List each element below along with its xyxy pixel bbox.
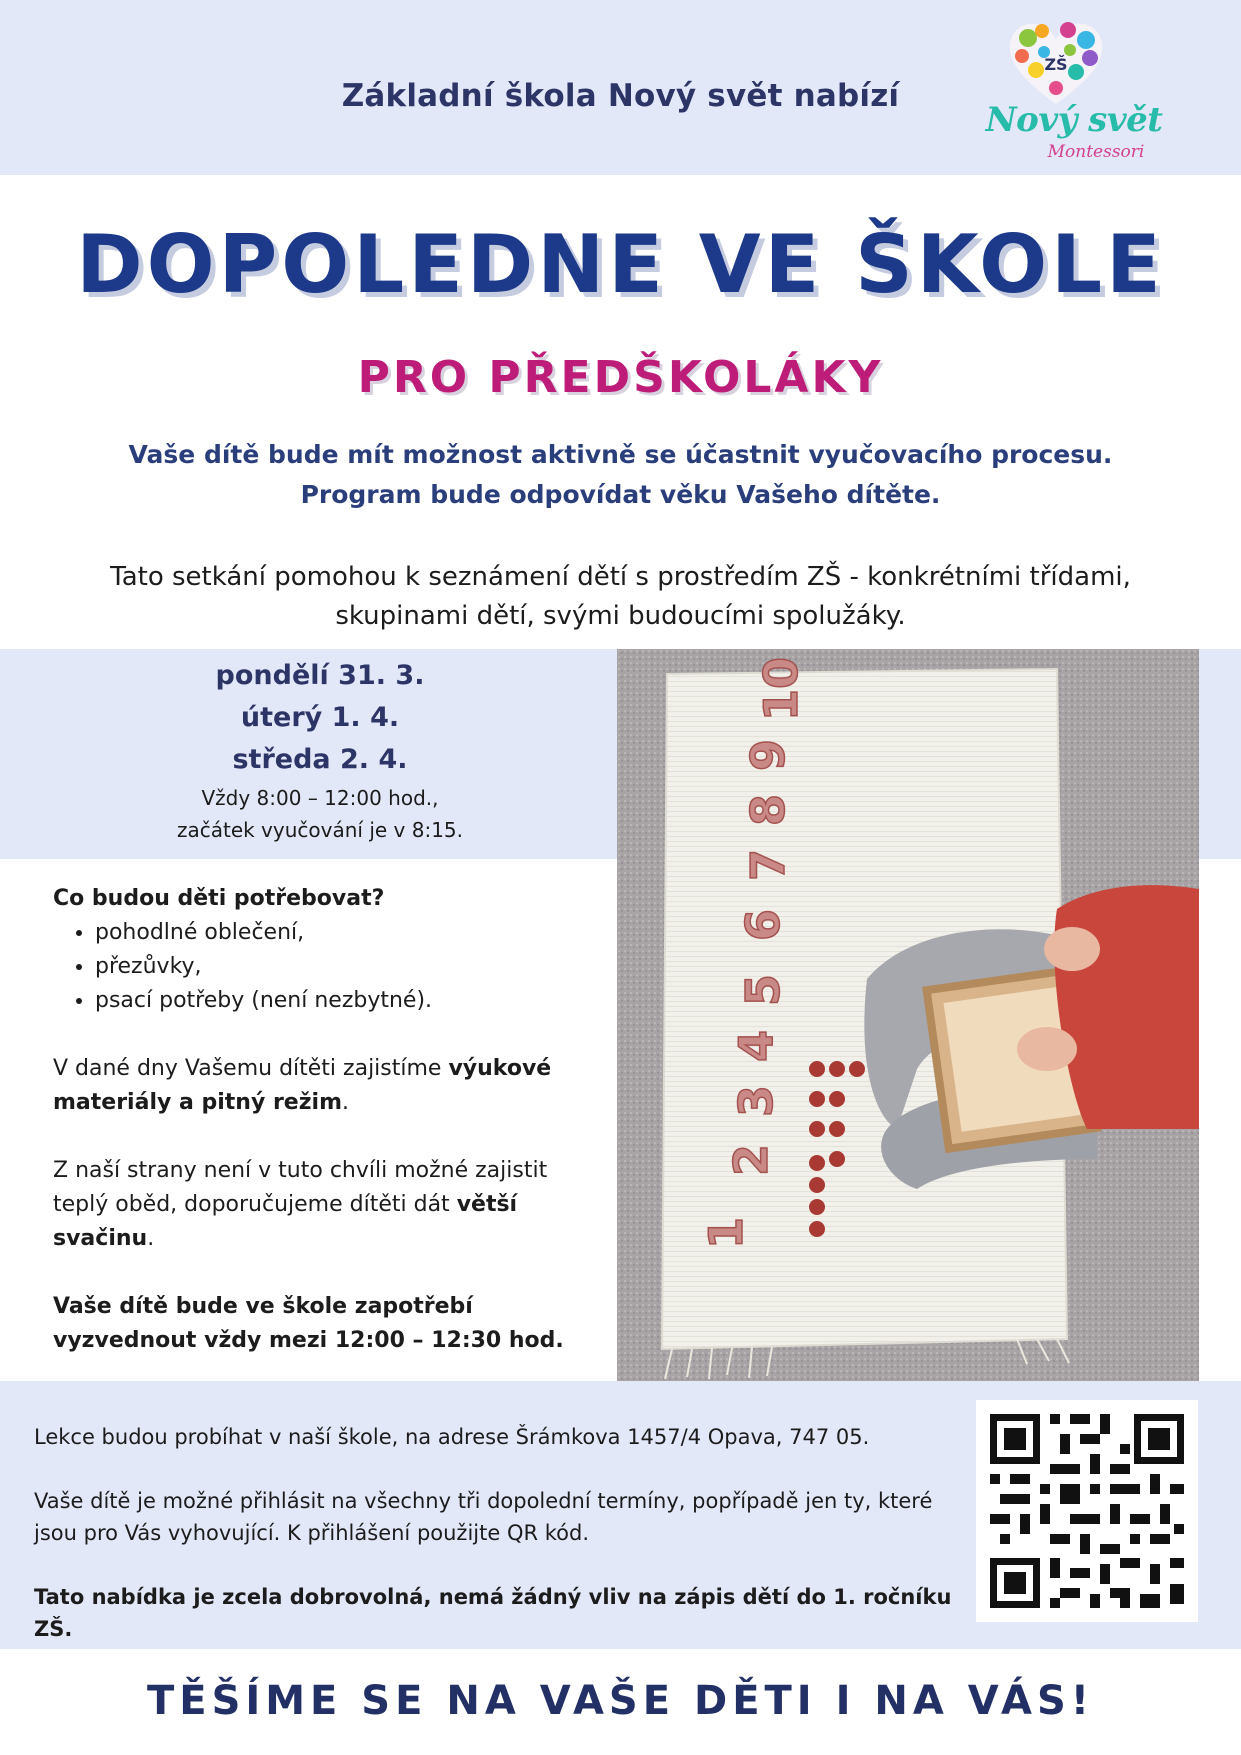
address-text: Lekce budou probíhat v naší škole, na adrese Šrámkova 1457/4 Opava, 747 05. <box>34 1425 870 1449</box>
signup-text: Vaše dítě je možné přihlásit na všechny tři dopolední termíny, popřípadě jen ty, které jsou pro Vás vyhovující. K přihlášení použijte QR kód. <box>34 1489 933 1545</box>
needs-section <box>53 882 573 1358</box>
lunch-end: . <box>147 1226 155 1251</box>
page-subtitle: PRO PŘEDŠKOLÁKY <box>357 352 884 403</box>
numeral-10: 10 <box>754 656 808 721</box>
needs-item-slippers: • přezůvky, <box>95 950 573 984</box>
logo-subtitle: Montessori <box>1047 142 1145 162</box>
needs-item-clothes: • pohodlné oblečení, <box>95 916 573 950</box>
intro-line-1: Vaše dítě bude mít možnost aktivně se účastnit vyučovacího procesu. <box>128 440 1113 469</box>
time-line-1: Vždy 8:00 – 12:00 hod., <box>201 786 439 810</box>
numeral-4: 4 <box>729 1029 783 1062</box>
lunch-text: Z naší strany není v tuto chvíli možné zajistit teplý oběd, doporučujeme dítěti dát <box>53 1158 548 1217</box>
voluntary-note: Tato nabídka je zcela dobrovolná, nemá žádný vliv na zápis dětí do 1. ročníku ZŠ. <box>34 1585 952 1641</box>
lunch-paragraph <box>53 1154 573 1256</box>
logo-badge: ZŠ <box>1044 55 1068 74</box>
time-line-2: začátek vyučování je v 8:15. <box>176 818 464 842</box>
date-tuesday: úterý 1. 4. <box>240 702 400 733</box>
photo-montessori-numbers <box>617 649 1199 1381</box>
info-section <box>34 1421 964 1645</box>
heart-logo-icon <box>1006 18 1106 108</box>
numeral-3: 3 <box>729 1084 783 1117</box>
logo-name: Nový svět <box>985 100 1163 140</box>
body-line-1: Tato setkání pomohou k seznámení dětí s prostředím ZŠ - konkrétními třídami, <box>110 562 1131 592</box>
provide-paragraph <box>53 1052 573 1120</box>
body-line-2: skupinami dětí, svými budoucími spolužáky. <box>335 601 906 631</box>
provide-end: . <box>342 1090 349 1115</box>
photo-illustration <box>617 649 1199 1381</box>
lunch-bold: větší svačinu <box>53 1192 518 1251</box>
date-wednesday: středa 2. 4. <box>232 744 408 775</box>
numeral-5: 5 <box>736 973 790 1006</box>
needs-list <box>53 916 573 1018</box>
school-line: Základní škola Nový svět nabízí <box>341 78 900 114</box>
numeral-7: 7 <box>741 848 795 881</box>
needs-item-stationery: • psací potřeby (není nezbytné). <box>95 984 573 1018</box>
numeral-6: 6 <box>736 908 790 941</box>
closing-message: TĚŠÍME SE NA VAŠE DĚTI I NA VÁS! <box>146 1678 1095 1724</box>
numeral-1: 1 <box>699 1216 753 1249</box>
needs-heading: Co budou děti potřebovat? <box>53 886 385 911</box>
intro-line-2: Program bude odpovídat věku Vašeho dítěte. <box>300 480 941 509</box>
numeral-8: 8 <box>741 793 795 826</box>
pickup-note: Vaše dítě bude ve škole zapotřebí vyzvednout vždy mezi 12:00 – 12:30 hod. <box>53 1294 564 1353</box>
signup-qr-code[interactable] <box>976 1400 1198 1622</box>
provide-bold: výukové materiály a pitný režim <box>53 1056 552 1115</box>
date-monday: pondělí 31. 3. <box>215 660 425 691</box>
numeral-9: 9 <box>741 738 795 771</box>
qr-code-icon <box>976 1400 1198 1622</box>
school-logo <box>985 18 1186 168</box>
numeral-2: 2 <box>724 1143 778 1176</box>
page-title: DOPOLEDNE VE ŠKOLE <box>76 218 1165 311</box>
provide-text: V dané dny Vašemu dítěti zajistíme <box>53 1056 449 1081</box>
